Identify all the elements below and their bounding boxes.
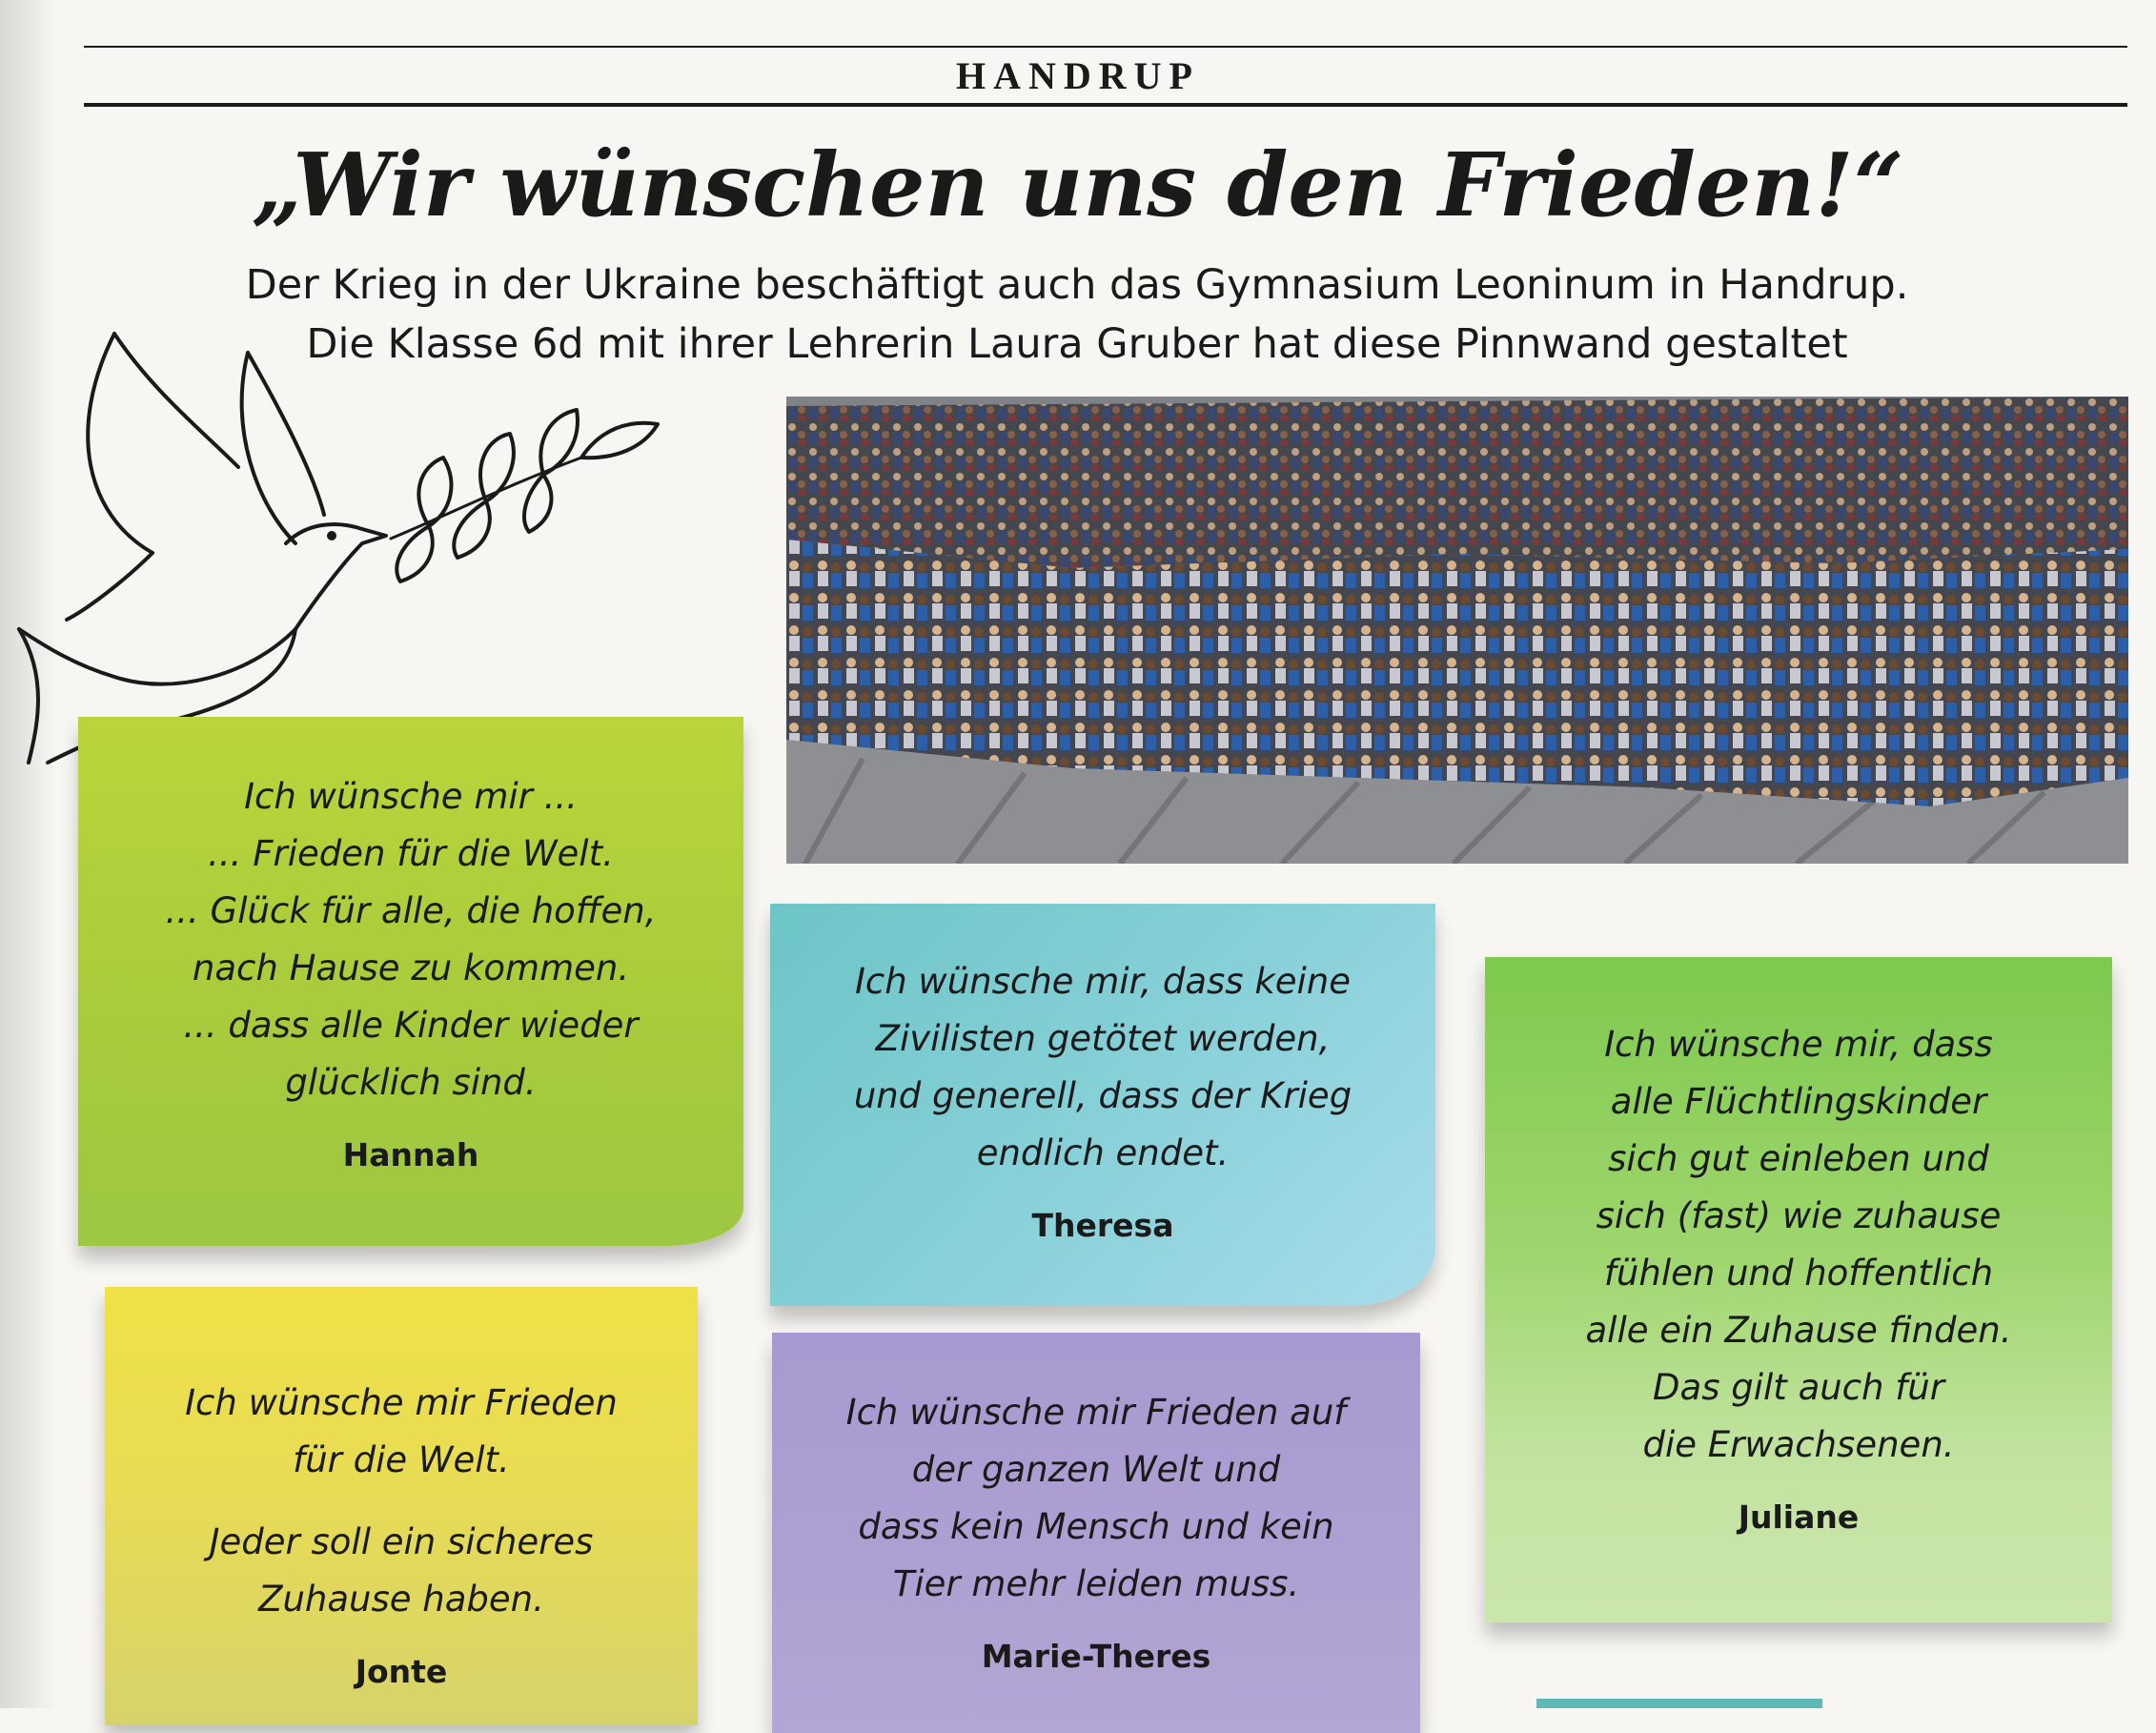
section-label: HANDRUP (956, 54, 1200, 97)
note-paragraph (105, 1375, 698, 1489)
note-author: Marie-Theres (981, 1638, 1211, 1675)
note-author: Juliane (1738, 1499, 1860, 1536)
note-line: fühlen und hoffentlich (1603, 1253, 1994, 1294)
note-line: Ich wünsche mir, dass keine (854, 961, 1352, 1002)
note-message (770, 953, 1435, 1182)
note-author: Hannah (342, 1136, 479, 1173)
note-line: Das gilt auch für (1653, 1367, 1944, 1408)
partial-note-edge (1536, 1699, 1822, 1708)
note-line: ... Glück für alle, die hoffen, (165, 890, 657, 931)
sticky-note-hannah (78, 717, 743, 1246)
note-message (78, 768, 743, 1111)
note-line: und generell, dass der Krieg (853, 1075, 1353, 1116)
peace-dove-icon (10, 315, 696, 772)
note-line: Zuhause haben. (258, 1579, 544, 1620)
note-line: ... Frieden für die Welt. (208, 833, 614, 874)
sticky-note-jonte (105, 1287, 698, 1725)
note-line: der ganzen Welt und (911, 1449, 1281, 1490)
note-line: dass kein Mensch und kein (858, 1506, 1334, 1547)
note-line: für die Welt. (293, 1439, 510, 1480)
headline: „Wir wünschen uns den Frieden!“ (252, 133, 1904, 236)
note-line: ... dass alle Kinder wieder (183, 1005, 639, 1046)
note-line: sich (fast) wie zuhause (1596, 1195, 2002, 1236)
note-line: Jeder soll ein sicheres (209, 1521, 594, 1562)
sticky-note-marie-theres (772, 1333, 1420, 1733)
note-line: sich gut einleben und (1608, 1138, 1989, 1179)
note-line: Ich wünsche mir ... (244, 776, 578, 817)
sticky-note-theresa (770, 904, 1435, 1306)
note-author: Jonte (355, 1653, 448, 1690)
note-line: Zivilisten getötet werden, (875, 1018, 1331, 1059)
note-line: die Erwachsenen. (1642, 1424, 1955, 1465)
header-rule-top (84, 46, 2127, 48)
note-line: Ich wünsche mir Frieden auf (845, 1392, 1347, 1433)
note-message (1485, 1016, 2112, 1474)
subtitle-line-2: Die Klasse 6d mit ihrer Lehrerin Laura Gruber hat diese Pinnwand gestaltet (306, 320, 1848, 368)
note-paragraph (105, 1514, 698, 1628)
note-message (772, 1384, 1420, 1613)
note-author: Theresa (1031, 1207, 1174, 1244)
note-line: Ich wünsche mir, dass (1604, 1024, 1993, 1065)
note-line: nach Hause zu kommen. (192, 948, 630, 989)
note-line: alle Flüchtlingskinder (1610, 1081, 1987, 1122)
note-line: endlich endet. (976, 1132, 1230, 1173)
sticky-note-juliane (1485, 957, 2112, 1622)
note-message (105, 1375, 698, 1628)
note-line: alle ein Zuhause finden. (1585, 1310, 2012, 1351)
subtitle-line-1: Der Krieg in der Ukraine beschäftigt auch das Gymnasium Leoninum in Handrup. (245, 261, 1909, 309)
school-crowd-photo (786, 397, 2128, 864)
header-rule-bottom (84, 103, 2127, 107)
note-line: Ich wünsche mir Frieden (185, 1382, 618, 1423)
note-line: glücklich sind. (285, 1062, 537, 1103)
note-line: Tier mehr leiden muss. (892, 1563, 1300, 1604)
page-fold-shadow (0, 0, 57, 1708)
